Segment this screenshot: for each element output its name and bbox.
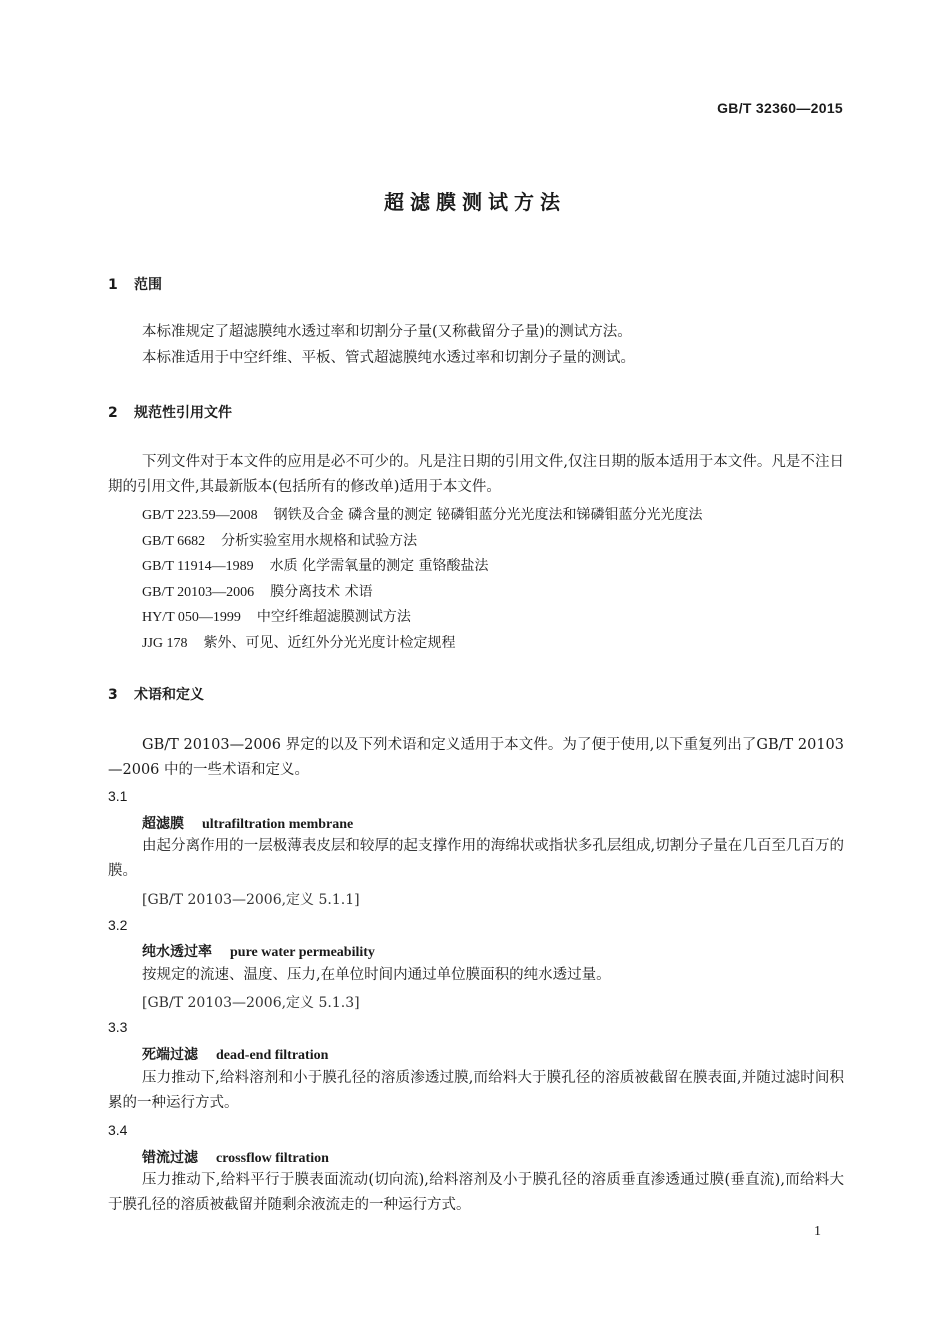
section-title: 规范性引用文件 bbox=[134, 405, 232, 421]
term-heading bbox=[142, 941, 375, 961]
reference-code: GB/T 223.59—2008 bbox=[142, 508, 258, 523]
section-title: 范围 bbox=[134, 277, 162, 293]
reference-item bbox=[142, 581, 373, 601]
standard-code: GB/T 32360—2015 bbox=[717, 100, 843, 116]
term-number: 3.4 bbox=[108, 1122, 128, 1138]
term-zh: 超滤膜 bbox=[142, 816, 184, 832]
term-source: [GB/T 20103—2006,定义 5.1.1] bbox=[142, 892, 360, 908]
reference-code: GB/T 11914—1989 bbox=[142, 559, 254, 574]
term-definition: 压力推动下,给料平行于膜表面流动(切向流),给料溶剂及小于膜孔径的溶质垂直渗透通过膜(垂直流),而给料大于膜孔径的溶质被截留并随剩余液流走的一种运行方式。 bbox=[108, 1172, 844, 1213]
term-number: 3.1 bbox=[108, 788, 128, 804]
term-zh: 死端过滤 bbox=[142, 1047, 198, 1063]
reference-item bbox=[142, 632, 456, 652]
reference-code: GB/T 20103—2006 bbox=[142, 585, 255, 600]
term-en: ultrafiltration membrane bbox=[202, 817, 354, 832]
term-definition: 按规定的流速、温度、压力,在单位时间内通过单位膜面积的纯水透过量。 bbox=[142, 967, 611, 983]
reference-code: GB/T 6682 bbox=[142, 534, 206, 549]
section-1-heading bbox=[108, 274, 162, 294]
term-zh: 纯水透过率 bbox=[142, 944, 212, 960]
section-number: 2 bbox=[108, 405, 118, 421]
term-definition: 压力推动下,给料溶剂和小于膜孔径的溶质渗透过膜,而给料大于膜孔径的溶质被截留在膜表面,并随过滤时间积累的一种运行方式。 bbox=[108, 1070, 844, 1111]
section-number: 3 bbox=[108, 687, 118, 703]
term-heading bbox=[142, 813, 353, 833]
reference-title: 紫外、可见、近红外分光光度计检定规程 bbox=[203, 635, 456, 651]
document-title: 超滤膜测试方法 bbox=[384, 190, 566, 214]
reference-code: HY/T 050—1999 bbox=[142, 610, 241, 625]
term-en: pure water permeability bbox=[230, 945, 375, 960]
term-source: [GB/T 20103—2006,定义 5.1.3] bbox=[142, 995, 360, 1011]
term-number: 3.3 bbox=[108, 1019, 128, 1035]
scope-paragraph-2: 本标准适用于中空纤维、平板、管式超滤膜纯水透过率和切割分子量的测试。 bbox=[142, 350, 635, 366]
scope-paragraph-1: 本标准规定了超滤膜纯水透过率和切割分子量(又称截留分子量)的测试方法。 bbox=[142, 324, 632, 340]
reference-item bbox=[142, 606, 411, 626]
section-3-heading bbox=[108, 684, 204, 704]
term-en: crossflow filtration bbox=[216, 1151, 329, 1166]
references-intro: 下列文件对于本文件的应用是必不可少的。凡是注日期的引用文件,仅注日期的版本适用于本文件。凡是不注日期的引用文件,其最新版本(包括所有的修改单)适用于本文件。 bbox=[108, 454, 844, 495]
reference-title: 膜分离技术 术语 bbox=[270, 584, 373, 600]
section-title: 术语和定义 bbox=[134, 687, 204, 703]
reference-title: 中空纤维超滤膜测试方法 bbox=[256, 609, 411, 625]
term-definition: 由起分离作用的一层极薄表皮层和较厚的起支撑作用的海绵状或指状多孔层组成,切割分子量在几百至几百万的膜。 bbox=[108, 838, 844, 879]
terms-intro: GB/T 20103—2006 界定的以及下列术语和定义适用于本文件。为了便于使用,以下重复列出了GB/T 20103—2006 中的一些术语和定义。 bbox=[108, 737, 844, 778]
reference-item bbox=[142, 555, 489, 575]
reference-code: JJG 178 bbox=[142, 636, 188, 651]
term-zh: 错流过滤 bbox=[142, 1150, 198, 1166]
term-heading bbox=[142, 1044, 328, 1064]
reference-title: 钢铁及合金 磷含量的测定 铋磷钼蓝分光光度法和锑磷钼蓝分光光度法 bbox=[273, 507, 703, 523]
section-2-heading bbox=[108, 402, 232, 422]
term-en: dead-end filtration bbox=[216, 1048, 329, 1063]
reference-title: 分析实验室用水规格和试验方法 bbox=[221, 533, 418, 549]
reference-title: 水质 化学需氧量的测定 重铬酸盐法 bbox=[269, 558, 489, 574]
reference-item bbox=[142, 504, 703, 524]
reference-item bbox=[142, 530, 417, 550]
page-number: 1 bbox=[814, 1224, 821, 1239]
term-heading bbox=[142, 1147, 329, 1167]
section-number: 1 bbox=[108, 277, 118, 293]
term-number: 3.2 bbox=[108, 917, 128, 933]
